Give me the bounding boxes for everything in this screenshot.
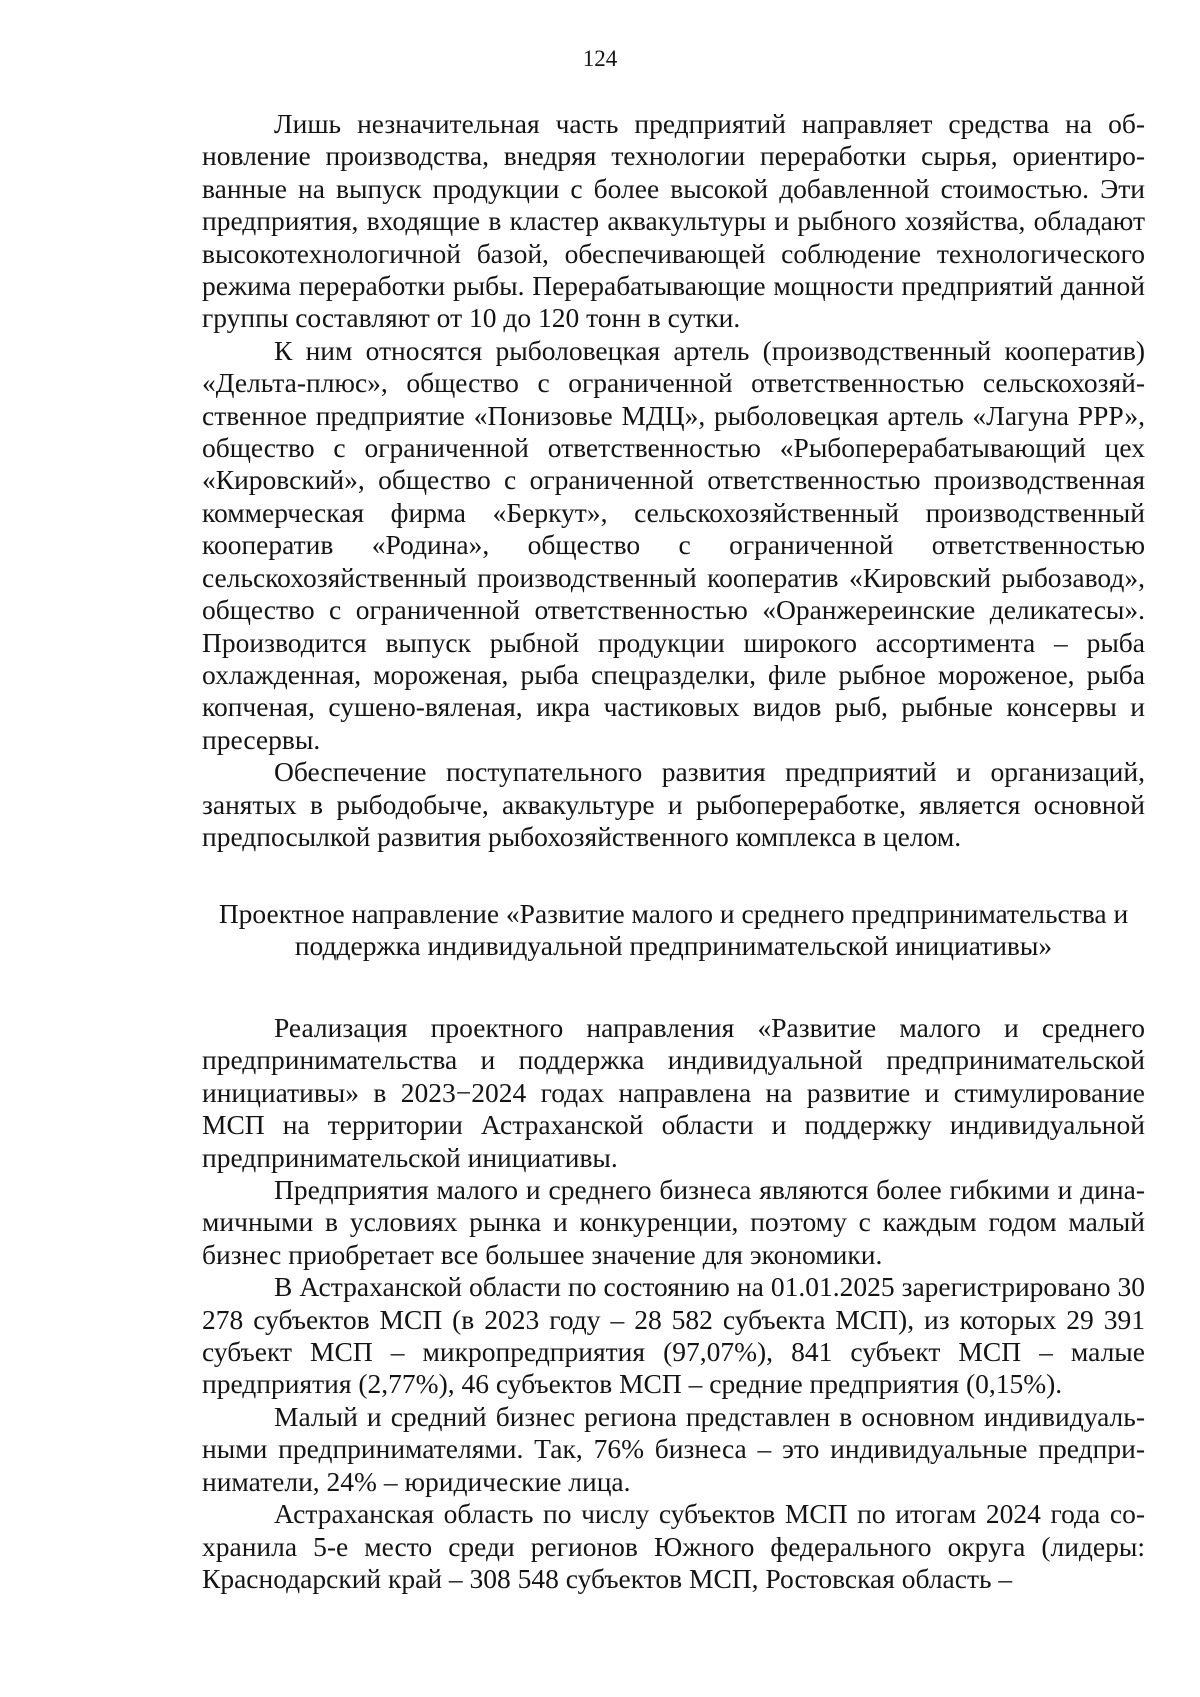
paragraph: Предприятия малого и среднего бизнеса являются более гибкими и динамичными в условиях рынка и конкуренции, поэтому с каждым годом малый бизнес приобретает все большее значение для экономики.: [202, 1174, 1145, 1270]
section-heading-line: поддержка индивидуальной предпринимательской инициативы»: [294, 930, 1053, 962]
section-text-block: [202, 1012, 1145, 1595]
page-number: 124: [582, 46, 618, 71]
section-heading-line: Проектное направление «Развитие малого и среднего предпринимательства и: [218, 898, 1129, 929]
paragraph: Малый и средний бизнес региона представлен в основном индивидуальными предпринимателями. Так, 76% бизнеса – это индивидуальные предприниматели, 24% – юридические лица.: [202, 1400, 1145, 1497]
paragraph: Обеспечение поступательного развития предприятий и организаций, занятых в рыбодобыче, аквакультуре и рыбопереработке, является основной предпосылкой развития рыбохозяйственного комплекса в целом.: [202, 756, 1145, 852]
paragraph: Реализация проектного направления «Развитие малого и среднего предпринимательства и поддержка индивидуальной предпринимательской инициативы» в 2023−2024 годах направлена на развитие и стимулирование МСП на территории Астраханской области и поддержку индивидуальной предпринимательской инициативы.: [202, 1012, 1145, 1173]
section-heading: [202, 898, 1145, 963]
intro-text-block: [202, 108, 1145, 853]
paragraph: К ним относятся рыболовецкая артель (производственный кооператив) «Дельта-плюс», общество с ограниченной ответственностью сельскохозяйственное предприятие «Понизовье МДЦ», рыболовецкая артель «Лагуна РРР», общество с ограниченной ответственностью «Рыбоперерабатывающий цех «Кировский», общество с ограниченной ответственностью производственная коммерческая фирма «Беркут», сельскохозяйственный производственный кооператив «Родина», общество с ограниченной ответственностью сельскохозяйственный производственный кооператив «Кировский рыбозавод», общество с ограниченной ответственностью «Оранжереинские деликатесы». Производится выпуск рыбной продукции широкого ассортимента – рыба охлажденная, мороженая, рыба спецразделки, филе рыбное мороженое, рыба копченая, сушено-вяленая, икра частиковых видов рыб, рыбные консервы и пресервы.: [202, 334, 1145, 755]
paragraph: Лишь незначительная часть предприятий направляет средства на обновление производства, внедряя технологии переработки сырья, ориентированные на выпуск продукции с более высокой добавленной стоимостью. Эти предприятия, входящие в кластер аквакультуры и рыбного хозяйства, обладают высокотехнологичной базой, обеспечивающей соблюдение технологического режима переработки рыбы. Перерабатывающие мощности предприятий данной группы составляют от 10 до 120 тонн в сутки.: [202, 108, 1145, 334]
paragraph: Астраханская область по числу субъектов МСП по итогам 2024 года сохранила 5-е место среди регионов Южного федерального округа (лидеры: Краснодарский край – 308 548 субъектов МСП, Ростовская область –: [202, 1498, 1145, 1594]
paragraph: В Астраханской области по состоянию на 01.01.2025 зарегистрировано 30 278 субъектов МСП (в 2023 году – 28 582 субъекта МСП), из которых 29 391 субъект МСП – микропредприятия (97,07%), 841 субъект МСП – малые предприятия (2,77%), 46 субъектов МСП – средние предприятия (0,15%).: [202, 1271, 1145, 1400]
